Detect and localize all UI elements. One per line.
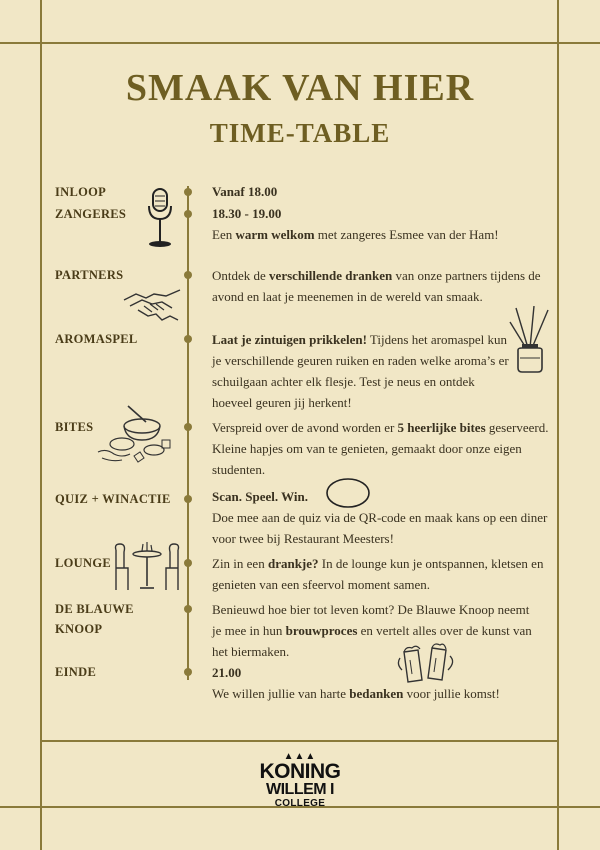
bites-text: Verspreid over de avond worden er 5 heerlijke bites geserveerd. Kleine hapjes om van te genieten, gemaakt door onze eigen studenten.	[212, 420, 549, 477]
lounge-text: Zin in een drankje? In de lounge kun je ontspannen, kletsen en genieten van een sfeervol moment samen.	[212, 556, 544, 592]
label-inloop: INLOOP	[55, 185, 107, 199]
label-aromaspel: AROMASPEL	[55, 332, 138, 346]
zangeres-time: 18.30 - 19.00	[212, 206, 282, 221]
einde-text: We willen jullie van harte bedanken voor jullie komst!	[212, 686, 500, 701]
label-zangeres: ZANGERES	[55, 207, 127, 221]
bistro-table-icon	[112, 540, 182, 592]
blauwe-knoop-text: Benieuwd hoe bier tot leven komt? De Blauwe Knoop neemt je mee in hun brouwproces en vertelt alles over de kunst van het biermaken.	[212, 602, 532, 659]
frame-mid-line	[40, 740, 559, 742]
handshake-icon	[122, 286, 182, 326]
frame-top-line	[0, 42, 600, 44]
timeline-dot	[184, 210, 192, 218]
quiz-block	[212, 486, 552, 549]
beer-mugs-icon	[396, 640, 458, 686]
label-blauwe-knoop	[55, 599, 134, 639]
quiz-text: Doe mee aan de quiz via de QR-code en maak kans op een diner voor twee bij Restaurant Meesters!	[212, 510, 548, 546]
timeline-dot	[184, 423, 192, 431]
logo-line3: COLLEGE	[274, 798, 326, 809]
timeline-dot	[184, 495, 192, 503]
timeline-dot	[184, 188, 192, 196]
zangeres-block	[212, 203, 552, 245]
einde-time: 21.00	[212, 665, 242, 680]
qr-placeholder-icon	[325, 476, 371, 510]
aromaspel-text: Laat je zintuigen prikkelen! Tijdens het aromaspel kun je verschillende geuren ruiken en raden welke aroma’s er schuilgaan achter elk flesje. Test je neus en ontdek hoeveel geuren jij herkent!	[212, 332, 509, 410]
zangeres-text: Een warm welkom met zangeres Esmee van der Ham!	[212, 227, 499, 242]
label-blauwe: DE BLAUWE	[55, 602, 134, 616]
timeline-dot	[184, 271, 192, 279]
quiz-headline: Scan. Speel. Win.	[212, 489, 308, 504]
label-knoop: KNOOP	[55, 622, 103, 636]
microphone-icon	[140, 186, 180, 250]
timeline-dot	[184, 605, 192, 613]
koning-willem-logo	[0, 752, 600, 809]
label-lounge: LOUNGE	[55, 556, 111, 570]
einde-block	[212, 662, 552, 704]
crown-icon: ▲▲▲	[283, 751, 317, 762]
inloop-time: Vanaf 18.00	[212, 184, 278, 199]
logo-line1: KONING	[259, 760, 341, 783]
label-einde: EINDE	[55, 665, 97, 679]
page-subtitle: TIME-TABLE	[209, 118, 391, 148]
label-quiz: QUIZ + WINACTIE	[55, 492, 171, 506]
logo-line2: WILLEM I	[266, 781, 334, 798]
timeline-dot	[184, 559, 192, 567]
timeline-dot	[184, 335, 192, 343]
partners-text: Ontdek de verschillende dranken van onze partners tijdens de avond en laat je meenemen in de wereld van smaak.	[212, 268, 541, 304]
label-bites: BITES	[55, 420, 94, 434]
diffuser-icon	[508, 306, 554, 374]
label-partners: PARTNERS	[55, 268, 124, 282]
page-title: SMAAK VAN HIER	[125, 67, 475, 109]
food-bowl-icon	[94, 404, 176, 468]
timeline-dot	[184, 668, 192, 676]
